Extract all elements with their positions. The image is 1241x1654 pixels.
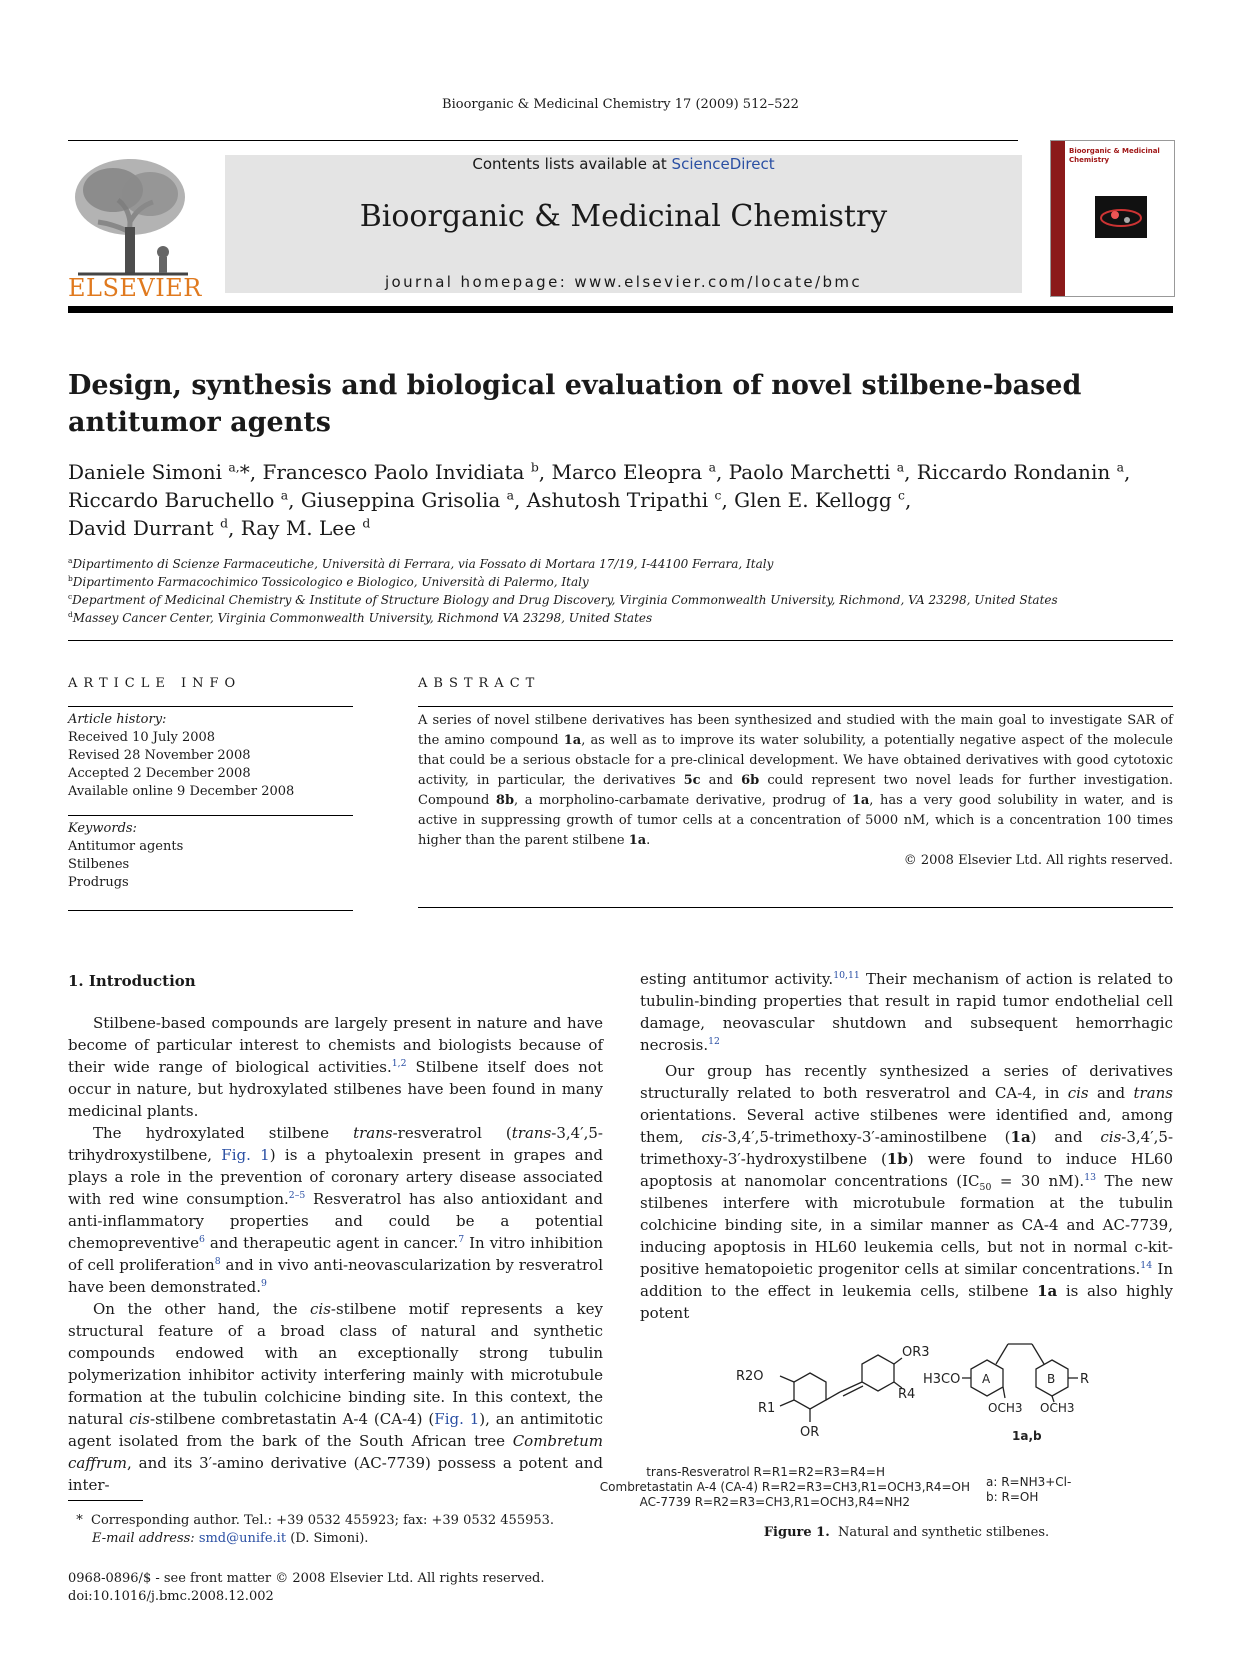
journal-reference: Bioorganic & Medicinal Chemistry 17 (2009) 512–522	[442, 97, 799, 112]
label-or3: OR3	[902, 1345, 930, 1360]
paragraph: Our group has recently synthesized a series of derivatives structurally related to both resveratrol and CA-4, in cis and trans orientations. Several active stilbenes were identified and, among them, cis-3,4′,5-trimethoxy-3′-aminostilbene (1a) and cis-3,4′,5-trimethoxy-3′-hydroxystilbene (1b) were found to induce HL60 apoptosis at nanomolar concentrations ($IC_{50} = 30$ nM).$^{13}$ The new stilbenes interfere with microtubule formation at the tubulin colchicine binding site, in a similar manner as CA-4 and AC-7739, inducing apoptosis in HL60 leukemia cells, but not in normal c-kit-positive hematopoietic progenitor cells at similar concentrations.$^{14}$ In addition to the effect in leukemia cells, stilbene 1a is also highly potent	[640, 1062, 1174, 1322]
variant-b: b: R=OH	[986, 1490, 1039, 1504]
elsevier-logo[interactable]	[68, 152, 202, 302]
history-item: Available online 9 December 2008	[68, 784, 295, 799]
keyword: Antitumor agents	[68, 839, 184, 854]
figure-caption-label: Figure 1.	[763, 1525, 830, 1540]
structure-legend-line: AC-7739 R=R2=R3=CH3,R1=OCH3,R4=NH2	[639, 1495, 910, 1509]
elsevier-wordmark: ELSEVIER	[68, 274, 202, 302]
info-rule	[68, 706, 353, 707]
article-info	[68, 676, 353, 911]
label-r: R	[1080, 1372, 1090, 1387]
issn-line: 0968-0896/$ - see front matter © 2008 Elsevier Ltd. All rights reserved.	[68, 1571, 545, 1586]
affiliation	[68, 591, 1178, 609]
body-left-column	[68, 970, 603, 1496]
affiliation-mark: b	[68, 574, 73, 583]
affiliation	[68, 555, 1178, 573]
abstract	[418, 676, 1173, 908]
history-item: Accepted 2 December 2008	[68, 766, 251, 781]
structure-legend-line: Combretastatin A-4 (CA-4) R=R2=R3=CH3,R1=OCH3,R4=OH	[599, 1480, 970, 1494]
affiliation-mark: c	[68, 592, 73, 601]
compound-label: 1a,b	[1012, 1429, 1042, 1443]
paragraph: esting antitumor activity.$^{10,11}$ Their mechanism of action is related to tubulin-binding properties that result in rapid tumor endothelial cell damage, neovascular shutdown and subsequent hemorrhagic necrosis.$^{12}$	[640, 970, 1173, 1054]
history-item: Received 10 July 2008	[68, 730, 216, 745]
article-info-heading: ARTICLE INFO	[68, 676, 242, 691]
contents-prefix: Contents lists available at	[472, 155, 672, 173]
contents-line	[225, 155, 1022, 173]
doi-line[interactable]: doi:10.1016/j.bmc.2008.12.002	[68, 1589, 274, 1604]
variant-a: a: R=NH3+Cl-	[986, 1475, 1072, 1489]
figure-caption-text: Natural and synthetic stilbenes.	[838, 1525, 1050, 1540]
elsevier-tree-icon	[68, 152, 198, 277]
cover-title-line2: Chemistry	[1069, 156, 1110, 164]
figure-caption	[640, 1525, 1173, 1540]
affiliations	[68, 555, 1178, 627]
email-line	[68, 1530, 608, 1548]
abstract-rule	[418, 706, 1173, 707]
email-label: E-mail address:	[92, 1531, 199, 1546]
abstract-rule	[418, 907, 1173, 908]
email-suffix: (D. Simoni).	[286, 1531, 369, 1546]
label-och3: OCH3	[988, 1401, 1023, 1415]
history-label: Article history:	[68, 712, 167, 727]
journal-title: Bioorganic & Medicinal Chemistry	[359, 199, 888, 234]
body-right-column	[640, 968, 1173, 1324]
keywords-label: Keywords:	[68, 821, 137, 836]
corresponding-text: Corresponding author. Tel.: +39 0532 455923; fax: +39 0532 455953.	[91, 1513, 555, 1528]
label-r2o: R2O	[736, 1369, 764, 1384]
figure-1	[599, 1340, 1173, 1510]
affiliation	[68, 609, 1178, 627]
sciencedirect-link[interactable]: ScienceDirect	[671, 155, 775, 173]
label-och3: OCH3	[1040, 1401, 1075, 1415]
affiliation	[68, 573, 1178, 591]
paragraph: On the other hand, the cis-stilbene motif represents a key structural feature of a broad class of natural and synthetic compounds endowed with an exceptionally strong tubulin polymerization inhibitor activity interfering mainly with microtubule formation at the tubulin colchicine binding site. In this context, the natural cis-stilbene combretastatin A-4 (CA-4) (Fig. 1), an antimitotic agent isolated from the bark of the South African tree Combretum caffrum, and its 3′-amino derivative (AC-7739) possess a potent and inter-	[68, 1300, 603, 1494]
info-rule	[68, 910, 353, 911]
cover-image	[1095, 196, 1147, 238]
ring	[794, 1373, 826, 1409]
cover-spine	[1051, 141, 1065, 296]
journal-cover[interactable]	[1050, 140, 1175, 297]
header-thick-rule	[68, 306, 1173, 313]
label-r4: R4	[898, 1387, 916, 1402]
paragraph: Stilbene-based compounds are largely present in nature and have become of particular interest to chemists and biologists because of their wide range of biological activities.$^{1,2}$ Stilbene itself does not occur in nature, but hydroxylated stilbenes have been found in many medicinal plants.	[68, 1014, 603, 1120]
author-list: Daniele Simoni $^{a,}$*, Francesco Paolo Invidiata $^b$, Marco Eleopra $^a$, Paolo Marchetti $^a$, Riccardo Rondanin $^a$, Riccardo Baruchello $^a$, Giuseppina Grisolia $^a$, Ashutosh Tripathi $^c$, Glen E. Kellogg $^c$, David Durrant $^d$, Ray M. Lee $^d$	[68, 459, 1131, 540]
corresponding-author: * Corresponding author. Tel.: +39 0532 455923; fax: +39 0532 455953.	[68, 1513, 555, 1528]
history-item: Revised 28 November 2008	[68, 748, 251, 763]
stilbene-structures	[599, 1340, 1173, 1510]
affiliation-text: Department of Medicinal Chemistry & Institute of Structure Biology and Drug Discovery, Virginia Commonwealth University, Richmond, VA 23298, United States	[72, 593, 1058, 607]
journal-banner	[225, 155, 1022, 293]
affiliation-mark: a	[68, 556, 73, 565]
abstract-text: A series of novel stilbene derivatives has been synthesized and studied with the main goal to investigate SAR of the amino compound 1a, as well as to improve its water solubility, a potentially negative aspect of the molecule that could be a serious obstacle for a pre-clinical development. We have obtained derivatives with good cytotoxic activity, in particular, the derivatives 5c and 6b could represent two novel leads for further investigation. Compound 8b, a morpholino-carbamate derivative, prodrug of 1a, has a very good solubility in water, and is active in suppressing growth of tumor cells at a concentration of 5000 nM, which is a concentration 100 times higher than the parent stilbene 1a.	[418, 713, 1174, 848]
article-title: Design, synthesis and biological evaluation of novel stilbene-based antitumor agents	[68, 370, 1082, 438]
cover-title-line1: Bioorganic & Medicinal	[1069, 147, 1160, 155]
cover-title	[1069, 147, 1160, 165]
section-heading: 1. Introduction	[68, 972, 196, 990]
header-rule	[68, 140, 1018, 141]
keyword: Stilbenes	[68, 857, 130, 872]
affiliation-text: Dipartimento Farmacochimico Tossicologico e Biologico, Università di Palermo, Italy	[72, 575, 589, 589]
affiliation-text: Massey Cancer Center, Virginia Commonwealth University, Richmond VA 23298, United States	[72, 611, 653, 625]
label-ring-b: B	[1047, 1372, 1056, 1386]
info-rule	[68, 815, 353, 816]
abstract-heading: ABSTRACT	[418, 676, 541, 691]
label-or: OR	[800, 1425, 820, 1440]
abstract-copyright: © 2008 Elsevier Ltd. All rights reserved.	[903, 853, 1173, 868]
affiliation-mark: d	[68, 610, 73, 619]
footnote	[68, 1512, 608, 1548]
affiliations-rule	[68, 640, 1173, 641]
label-r1: R1	[758, 1401, 776, 1416]
label-h3co: H3CO	[923, 1372, 961, 1387]
email-link[interactable]: smd@unife.it	[198, 1531, 287, 1546]
label-ring-a: A	[982, 1372, 991, 1386]
journal-homepage[interactable]: journal homepage: www.elsevier.com/locate/bmc	[384, 273, 863, 291]
bottom-meta	[68, 1570, 608, 1606]
structure-legend-line: trans-Resveratrol R=R1=R2=R3=R4=H	[646, 1465, 885, 1479]
paragraph: The hydroxylated stilbene trans-resveratrol (trans-3,4′,5-trihydroxystilbene, Fig. 1) is a phytoalexin present in grapes and plays a role in the prevention of coronary artery disease associated with red wine consumption.$^{2-5}$ Resveratrol has also antioxidant and anti-inflammatory properties and could be a potential chemopreventive$^6$ and therapeutic agent in cancer.$^7$ In vitro inhibition of cell proliferation$^8$ and in vivo anti-neovascularization by resveratrol have been demonstrated.$^9$	[68, 1124, 604, 1296]
footnote-rule	[68, 1500, 143, 1501]
affiliation-text: Dipartimento di Scienze Farmaceutiche, Università di Ferrara, via Fossato di Mortara 17/19, I-44100 Ferrara, Italy	[72, 557, 774, 571]
cover-molecule-icon	[1095, 196, 1147, 238]
keyword: Prodrugs	[68, 875, 129, 890]
